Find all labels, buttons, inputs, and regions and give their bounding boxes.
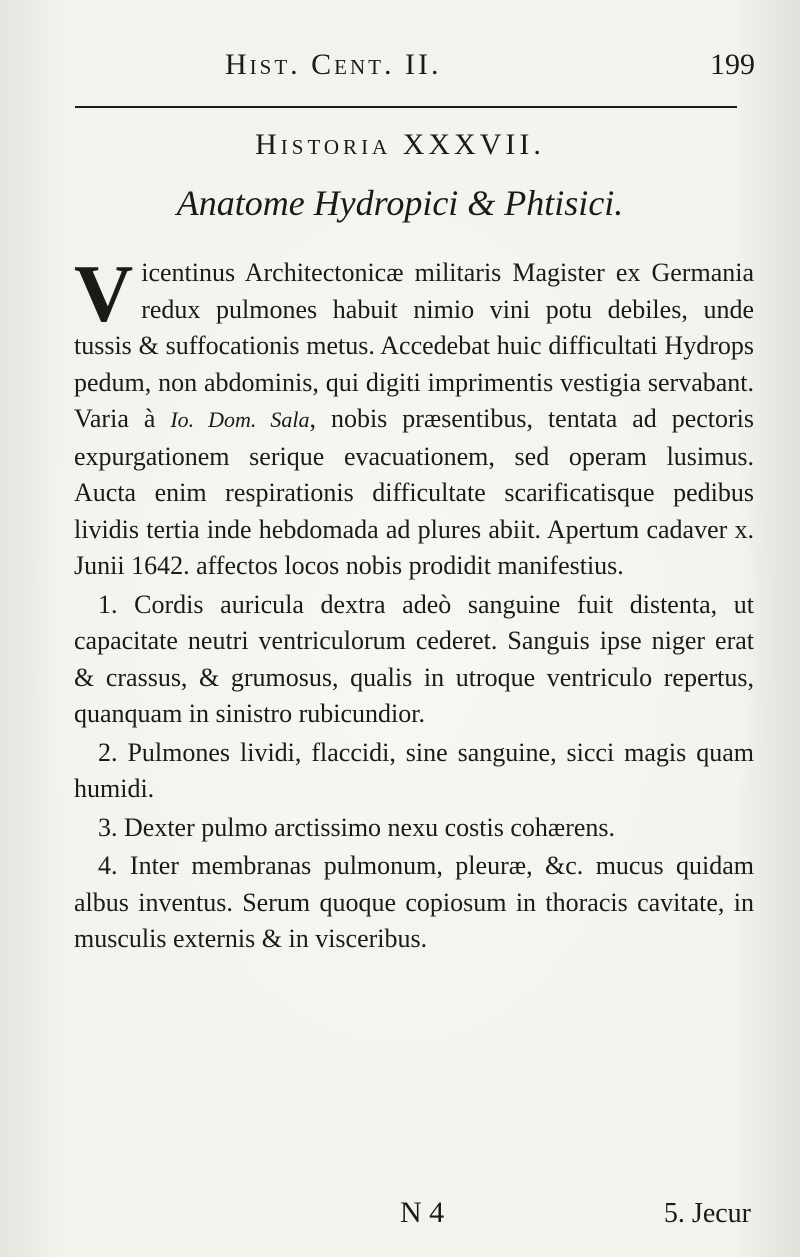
intro-text-part1: Vicentinus Architectonicæ militaris Magister ex Germania redux pulmones habuit nimio vini potu debiles, unde tussis & suffocationis metus. Accedebat huic difficultati Hydrops pedum, non abdominis, qui digiti imprimentis vestigia servabant. Varia à xyxy=(74,248,754,433)
running-head xyxy=(75,48,765,88)
numbered-item-3: 3. Dexter pulmo arctissimo nexu costis cohærens. xyxy=(98,812,616,842)
signature-mark: N 4 xyxy=(400,1196,445,1229)
running-title: Hist. Cent. II. xyxy=(225,48,442,81)
page-footer xyxy=(75,1196,755,1236)
header-rule xyxy=(75,106,737,108)
body-text xyxy=(74,248,755,960)
intro-italic-name: Io. Dom. Sala xyxy=(170,407,310,432)
catchword: 5. Jecur xyxy=(663,1198,751,1229)
section-subheading: Anatome Hydropici & Phtisici. xyxy=(176,183,624,223)
intro-text-part2: , nobis præsentibus, tentata ad pectoris expurgationem serique evacuationem, sed operam lusimus. Aucta enim respirationis difficultate scarificatisque pedibus lividis tertia inde hebdomada ad plures abiit. Apertum cadaver x. Junii 1642. affectos locos nobis prodidit manifestius. xyxy=(74,404,755,580)
section-heading: Historia XXXVII. xyxy=(255,128,545,161)
page-number: 199 xyxy=(710,48,755,81)
numbered-item-2: 2. Pulmones lividi, flaccidi, sine sanguine, sicci magis quam humidi. xyxy=(74,737,754,803)
intro-paragraph xyxy=(74,248,755,585)
numbered-item-4: 4. Inter membranas pulmonum, pleuræ, &c. mucus quidam albus inventus. Serum quoque copiosum in thoracis cavitate, in musculis externis & in visceribus. xyxy=(74,851,754,953)
numbered-item-1: 1. Cordis auricula dextra adeò sanguine fuit distenta, ut capacitate neutri ventriculorum cederet. Sanguis ipse niger erat & crassus, & grumosus, qualis in utroque ventriculo repertus, quanquam in sinistro rubicundior. xyxy=(74,589,754,728)
